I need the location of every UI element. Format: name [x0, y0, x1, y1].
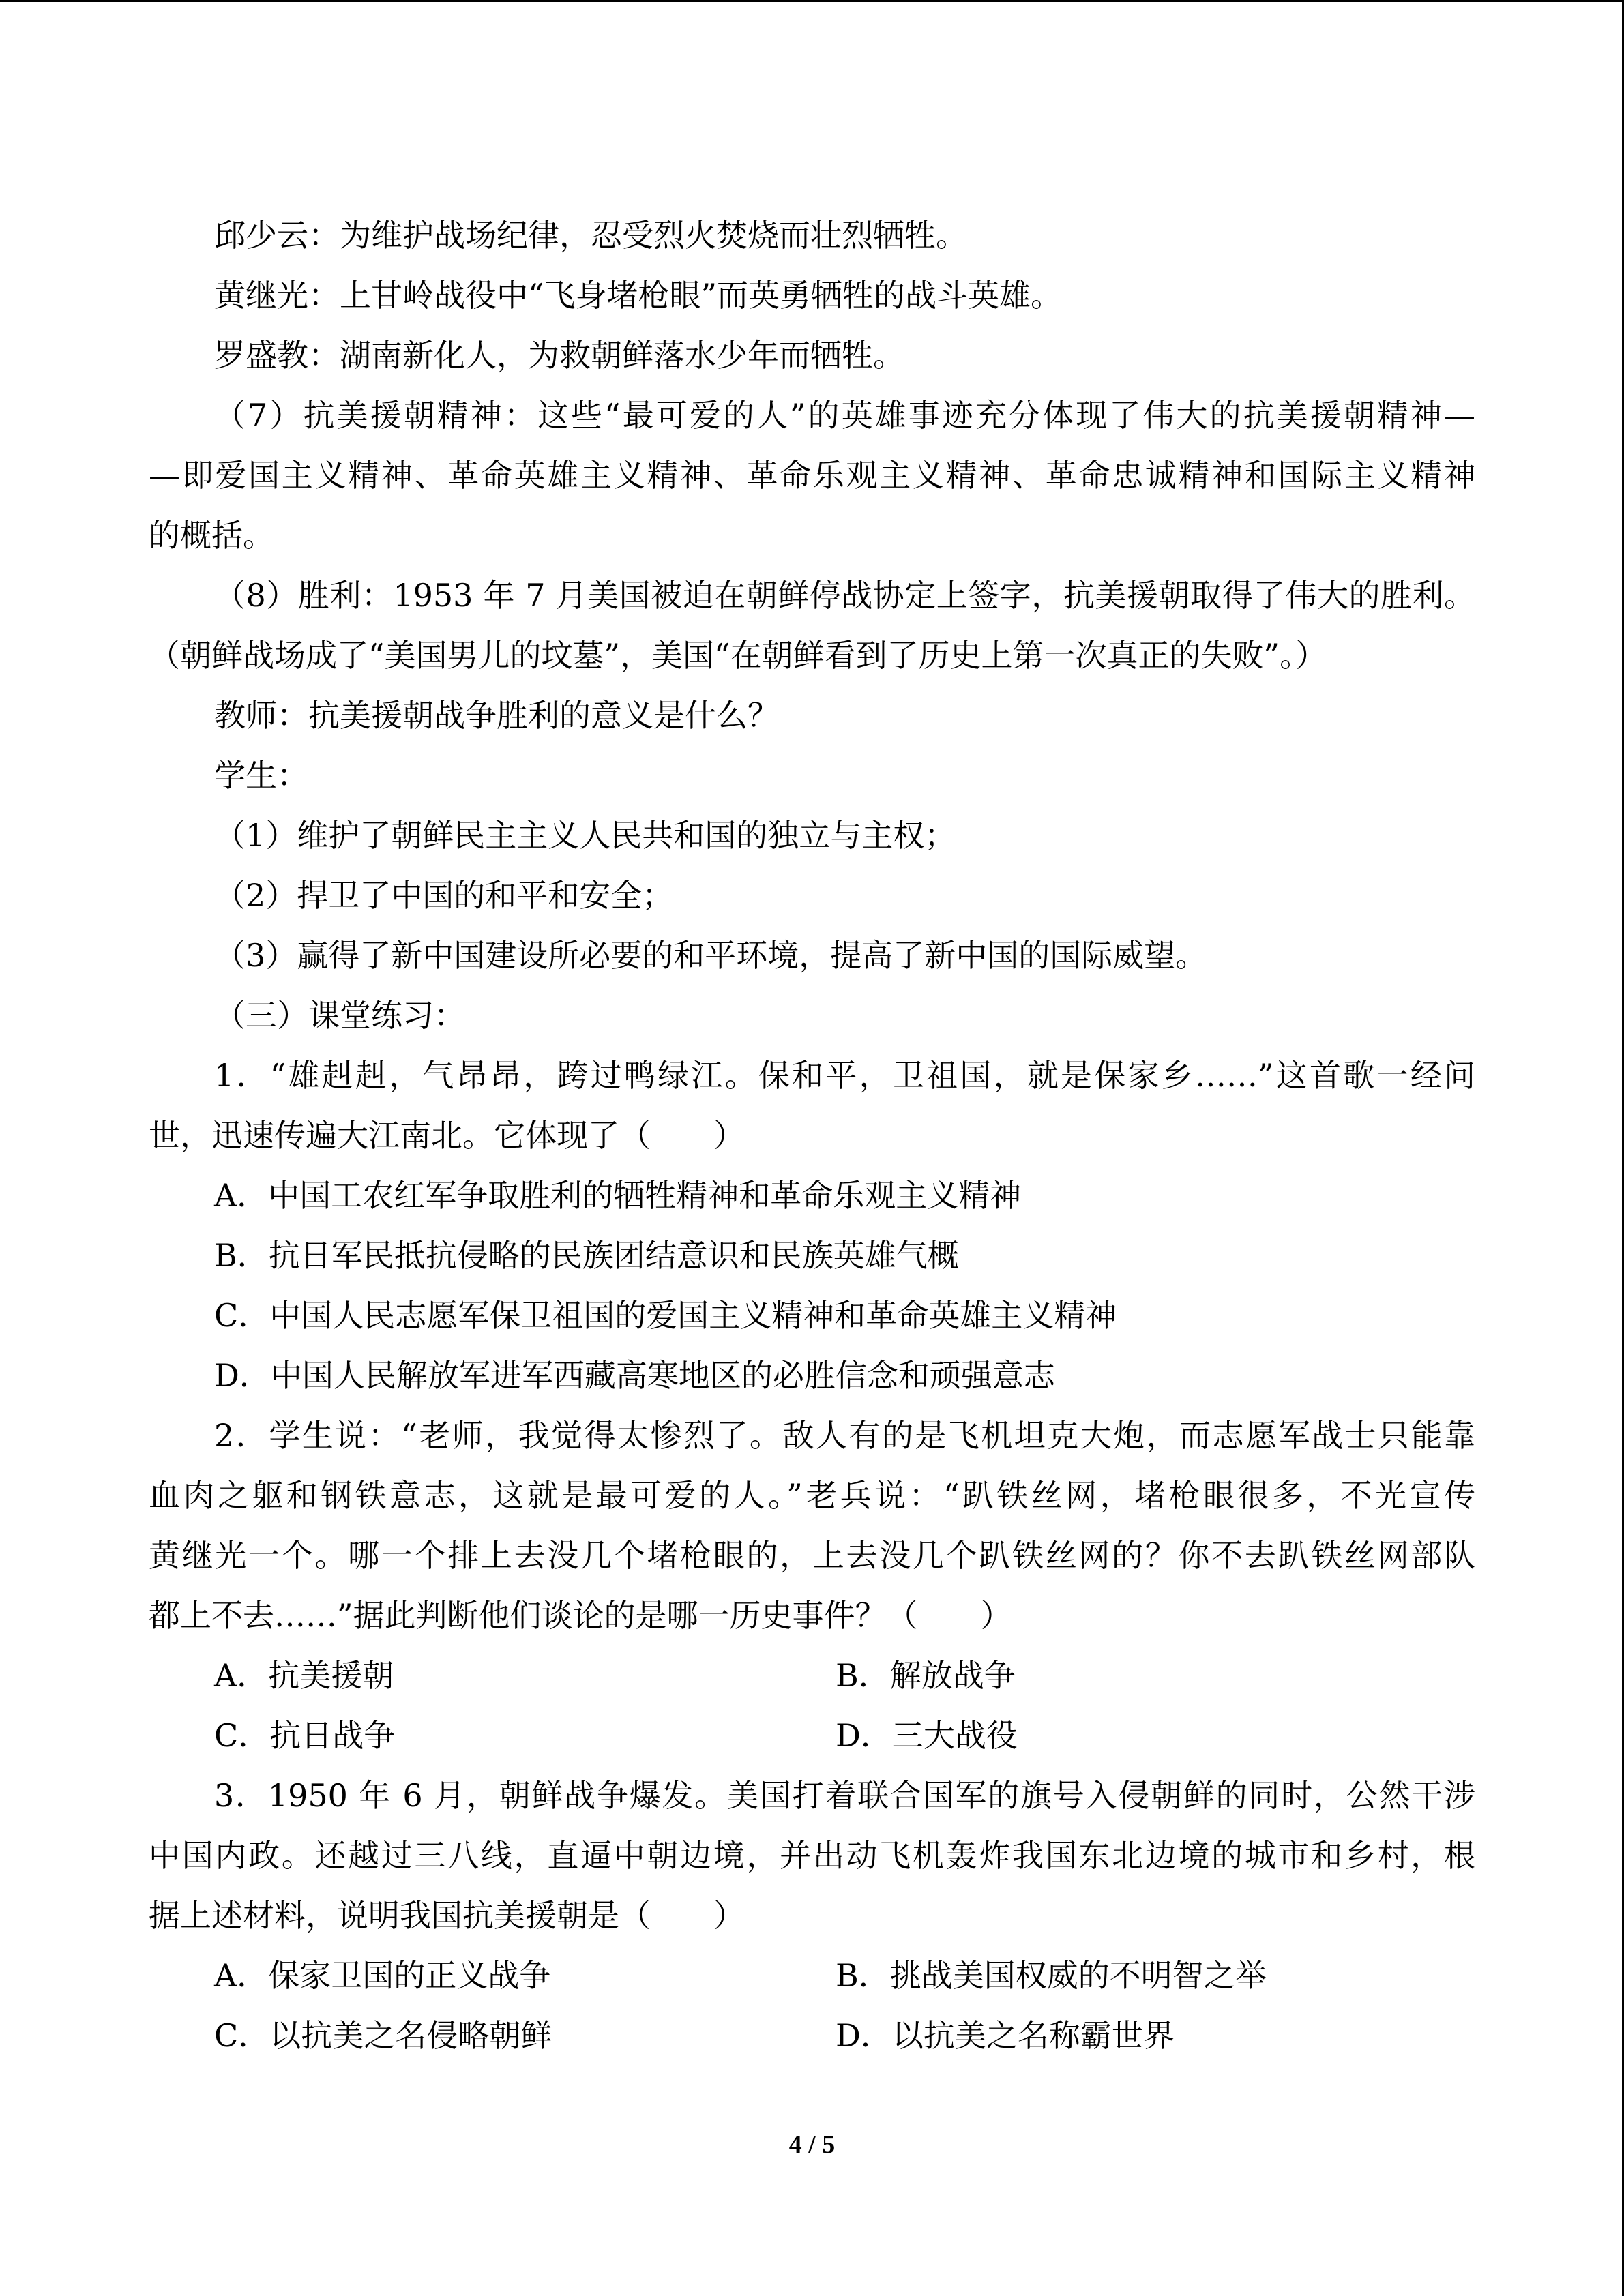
- question-1-line-2: 世，迅速传遍大江南北。它体现了（ ）: [149, 1117, 745, 1154]
- practice-heading: （三）课堂练习：: [214, 997, 465, 1034]
- question-2-line-3: 黄继光一个。哪一个排上去没几个堵枪眼的，上去没几个趴铁丝网的？你不去趴铁丝网部队: [149, 1537, 1475, 1574]
- question-1-line-1: 1．“雄赳赳，气昂昂，跨过鸭绿江。保和平，卫祖国，就是保家乡……”这首歌一经问: [214, 1057, 1475, 1094]
- question-2-line-2: 血肉之躯和钢铁意志，这就是最可爱的人。”老兵说：“趴铁丝网，堵枪眼很多，不光宣传: [149, 1477, 1475, 1514]
- question-3-option-a: A．保家卫国的正义战争: [214, 1957, 551, 1994]
- hero-luo-shengjiao: 罗盛教：湖南新化人，为救朝鲜落水少年而牺牲。: [214, 337, 904, 374]
- question-3-option-b: B．挑战美国权威的不明智之举: [836, 1957, 1267, 1994]
- question-1-option-c: C．中国人民志愿军保卫祖国的爱国主义精神和革命英雄主义精神: [214, 1297, 1117, 1334]
- significance-3: （3）赢得了新中国建设所必要的和平环境，提高了新中国的国际威望。: [214, 937, 1207, 974]
- student-label: 学生：: [214, 757, 308, 794]
- question-2-line-1: 2．学生说：“老师，我觉得太惨烈了。敌人有的是飞机坦克大炮，而志愿军战士只能靠: [214, 1417, 1475, 1454]
- question-2-option-c: C．抗日战争: [214, 1717, 396, 1754]
- question-3-line-1: 3．1950 年 6 月，朝鲜战争爆发。美国打着联合国军的旗号入侵朝鲜的同时，公然干涉: [214, 1777, 1475, 1814]
- spirit-paragraph-line-2: —即爱国主义精神、革命英雄主义精神、革命乐观主义精神、革命忠诚精神和国际主义精神: [149, 457, 1475, 494]
- page-number: 4 / 5: [788, 2130, 836, 2159]
- page-border-top: [0, 0, 1624, 2]
- victory-paragraph-line-1: （8）胜利：1953 年 7 月美国被迫在朝鲜停战协定上签字，抗美援朝取得了伟大的胜利。: [214, 577, 1475, 614]
- significance-2: （2）捍卫了中国的和平和安全；: [214, 877, 674, 914]
- question-2-option-a: A．抗美援朝: [214, 1657, 394, 1694]
- hero-qiu-shaoyun: 邱少云：为维护战场纪律，忍受烈火焚烧而壮烈牺牲。: [214, 217, 967, 254]
- question-2-option-b: B．解放战争: [836, 1657, 1016, 1694]
- question-1-option-a: A．中国工农红军争取胜利的牺牲精神和革命乐观主义精神: [214, 1177, 1022, 1214]
- teacher-question: 教师：抗美援朝战争胜利的意义是什么？: [214, 697, 779, 734]
- question-1-option-b: B．抗日军民抵抗侵略的民族团结意识和民族英雄气概: [214, 1237, 959, 1274]
- question-2-option-d: D．三大战役: [836, 1717, 1018, 1754]
- spirit-paragraph-line-1: （7）抗美援朝精神：这些“最可爱的人”的英雄事迹充分体现了伟大的抗美援朝精神—: [214, 397, 1475, 434]
- significance-1: （1）维护了朝鲜民主主义人民共和国的独立与主权；: [214, 817, 956, 854]
- hero-huang-jiguang: 黄继光：上甘岭战役中“飞身堵枪眼”而英勇牺牲的战斗英雄。: [214, 277, 1063, 314]
- question-2-line-4: 都上不去……”据此判断他们谈论的是哪一历史事件？（ ）: [149, 1597, 1012, 1634]
- victory-paragraph-line-2: （朝鲜战场成了“美国男儿的坟墓”，美国“在朝鲜看到了历史上第一次真正的失败”。）: [149, 637, 1327, 674]
- question-3-line-2: 中国内政。还越过三八线，直逼中朝边境，并出动飞机轰炸我国东北边境的城市和乡村，根: [149, 1837, 1475, 1874]
- question-3-line-3: 据上述材料，说明我国抗美援朝是（ ）: [149, 1897, 745, 1934]
- question-3-option-d: D．以抗美之名称霸世界: [836, 2017, 1175, 2054]
- question-1-option-d: D．中国人民解放军进军西藏高寒地区的必胜信念和顽强意志: [214, 1357, 1055, 1394]
- question-3-option-c: C．以抗美之名侵略朝鲜: [214, 2017, 552, 2054]
- spirit-paragraph-line-3: 的概括。: [149, 517, 274, 554]
